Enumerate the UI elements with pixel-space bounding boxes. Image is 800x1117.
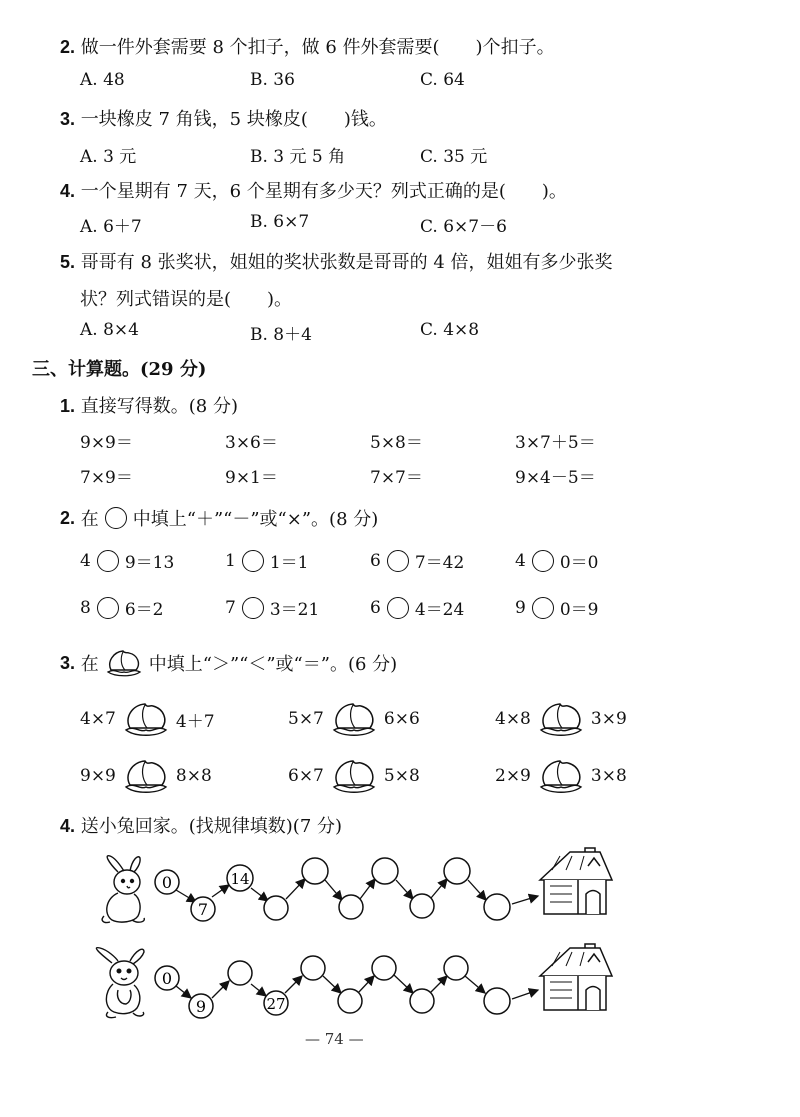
operator-item: 6 4＝24 bbox=[370, 597, 465, 620]
compare-item: 6×7 5×8 bbox=[288, 757, 420, 795]
answer-circle[interactable] bbox=[242, 550, 264, 572]
answer-circle[interactable] bbox=[97, 550, 119, 572]
page-number: — 74 — bbox=[305, 1030, 364, 1048]
calc-item: 9×9＝ bbox=[80, 433, 133, 453]
number-circle[interactable] bbox=[444, 956, 468, 980]
rabbit-icon bbox=[102, 856, 144, 923]
number-circle[interactable] bbox=[228, 961, 252, 985]
question-4: 4. 一个星期有 7 天，6 个星期有多少天？列式正确的是( )。 bbox=[60, 181, 567, 202]
part-1-heading: 1. 直接写得数。(8 分) bbox=[60, 396, 238, 417]
q5-option-b: B. 8＋4 bbox=[250, 325, 312, 345]
q5-option-a: A. 8×4 bbox=[80, 320, 139, 340]
peach-icon[interactable] bbox=[537, 757, 585, 795]
number-circle[interactable] bbox=[301, 956, 325, 980]
number-circle[interactable] bbox=[264, 896, 288, 920]
svg-text:7: 7 bbox=[197, 900, 209, 919]
operator-item: 7 3＝21 bbox=[225, 597, 320, 620]
answer-circle[interactable] bbox=[532, 550, 554, 572]
question-3: 3. 一块橡皮 7 角钱，5 块橡皮( )钱。 bbox=[60, 109, 387, 130]
answer-circle[interactable] bbox=[242, 597, 264, 619]
part-3-heading: 3. 在 中填上“＞”“＜”或“＝”。(6 分) bbox=[60, 648, 397, 678]
number-circle[interactable] bbox=[372, 858, 398, 884]
q2-option-b: B. 36 bbox=[250, 70, 295, 90]
q3-option-c: C. 35 元 bbox=[420, 147, 488, 167]
svg-text:9: 9 bbox=[195, 997, 207, 1016]
q5-option-c: C. 4×8 bbox=[420, 320, 480, 340]
number-circle[interactable] bbox=[484, 988, 510, 1014]
svg-text:0: 0 bbox=[161, 969, 173, 988]
q4-option-b: B. 6×7 bbox=[250, 212, 310, 232]
compare-item: 5×7 6×6 bbox=[288, 700, 420, 738]
svg-text:14: 14 bbox=[230, 870, 250, 888]
svg-text:0: 0 bbox=[161, 873, 173, 892]
q3-option-a: A. 3 元 bbox=[80, 147, 137, 167]
house-icon bbox=[540, 848, 612, 914]
number-circle[interactable] bbox=[339, 895, 363, 919]
number-circle[interactable] bbox=[372, 956, 396, 980]
number-circle[interactable] bbox=[338, 989, 362, 1013]
number-circle bbox=[227, 865, 253, 891]
peach-icon[interactable] bbox=[122, 757, 170, 795]
operator-item: 1 1＝1 bbox=[225, 550, 309, 573]
part-2-heading: 2. 在 中填上“＋”“－”或“×”。(8 分) bbox=[60, 507, 379, 530]
calc-item: 3×6＝ bbox=[225, 433, 278, 453]
question-5: 5. 哥哥有 8 张奖状，姐姐的奖状张数是哥哥的 4 倍，姐姐有多少张奖 bbox=[60, 252, 613, 273]
number-circle[interactable] bbox=[444, 858, 470, 884]
number-circle bbox=[155, 966, 179, 990]
calc-item: 3×7＋5＝ bbox=[515, 433, 596, 453]
number-circle bbox=[264, 991, 288, 1015]
calc-item: 9×4－5＝ bbox=[515, 468, 596, 488]
section-3-title: 三、计算题。(29 分) bbox=[32, 359, 207, 380]
q4-option-c: C. 6×7－6 bbox=[420, 217, 507, 237]
number-circle[interactable] bbox=[302, 858, 328, 884]
number-circle bbox=[189, 994, 213, 1018]
circle-icon bbox=[105, 507, 127, 529]
number-circle bbox=[155, 870, 179, 894]
answer-circle[interactable] bbox=[387, 550, 409, 572]
q3-option-b: B. 3 元 5 角 bbox=[250, 147, 346, 167]
number-circle[interactable] bbox=[410, 989, 434, 1013]
answer-circle[interactable] bbox=[532, 597, 554, 619]
peach-icon[interactable] bbox=[122, 700, 170, 738]
question-2: 2. 做一件外套需要 8 个扣子，做 6 件外套需要( )个扣子。 bbox=[60, 37, 555, 58]
question-5-line2: 状？列式错误的是( )。 bbox=[80, 289, 293, 310]
peach-icon bbox=[105, 648, 143, 678]
answer-circle[interactable] bbox=[387, 597, 409, 619]
q2-option-c: C. 64 bbox=[420, 70, 465, 90]
svg-text:27: 27 bbox=[266, 995, 286, 1013]
number-circle[interactable] bbox=[410, 894, 434, 918]
operator-item: 4 0＝0 bbox=[515, 550, 599, 573]
calc-item: 5×8＝ bbox=[370, 433, 423, 453]
number-circle bbox=[191, 897, 215, 921]
answer-circle[interactable] bbox=[97, 597, 119, 619]
number-circle[interactable] bbox=[484, 894, 510, 920]
rabbit-path-diagram bbox=[0, 840, 800, 1040]
peach-icon[interactable] bbox=[537, 700, 585, 738]
compare-item: 2×9 3×8 bbox=[495, 757, 627, 795]
operator-item: 6 7＝42 bbox=[370, 550, 465, 573]
operator-item: 8 6＝2 bbox=[80, 597, 164, 620]
house-icon bbox=[540, 944, 612, 1010]
compare-item: 4×8 3×9 bbox=[495, 700, 627, 738]
q2-option-a: A. 48 bbox=[80, 70, 125, 90]
operator-item: 4 9＝13 bbox=[80, 550, 175, 573]
rabbit-icon bbox=[96, 948, 144, 1018]
compare-item: 9×9 8×8 bbox=[80, 757, 212, 795]
part-4-heading: 4. 送小兔回家。(找规律填数)(7 分) bbox=[60, 816, 343, 837]
peach-icon[interactable] bbox=[330, 757, 378, 795]
calc-item: 7×7＝ bbox=[370, 468, 423, 488]
operator-item: 9 0＝9 bbox=[515, 597, 599, 620]
q4-option-a: A. 6＋7 bbox=[80, 217, 142, 237]
peach-icon[interactable] bbox=[330, 700, 378, 738]
calc-item: 7×9＝ bbox=[80, 468, 133, 488]
calc-item: 9×1＝ bbox=[225, 468, 278, 488]
compare-item: 4×7 4＋7 bbox=[80, 700, 215, 738]
